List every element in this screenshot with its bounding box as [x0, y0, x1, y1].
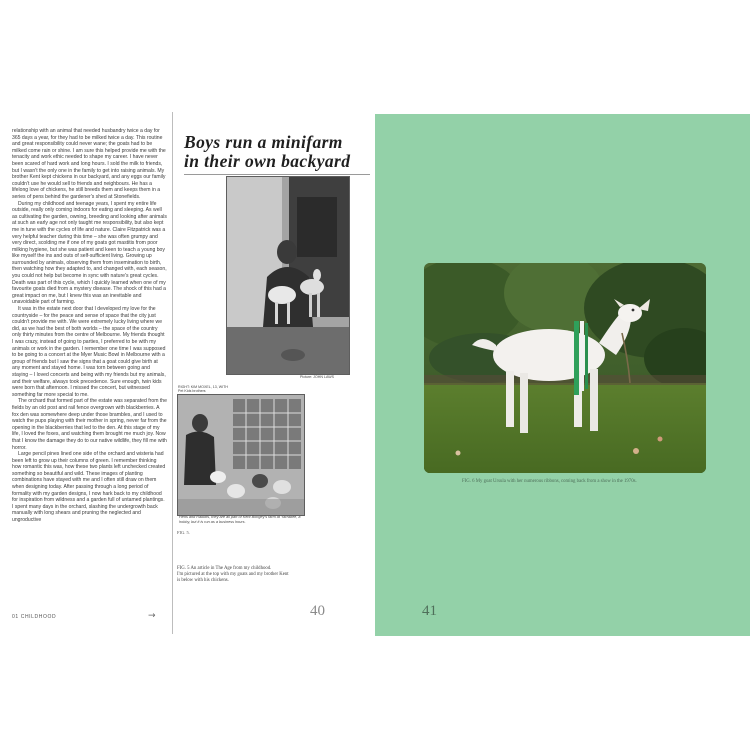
- clipping-rule: [184, 174, 370, 175]
- body-paragraph: Large pencil pines lined one side of the orchard and wisteria had been left to grow up their columns of green. I remember thinking how romantic this was, how these two plants left unchecked created something so beautiful and wild. These images of planting combinations have stayed with me and I often still draw on them when designing today. After passing through a long period of formality with my garden designs, I now hark back to my childhood for inspiration from wildness and a garden full of untamed plantings. I spent many days in the orchard, slashing the undergrowth back manually with long shears and pruning the neglected and ungroductive: [12, 451, 166, 524]
- photo2-label: RIGHT: KIM MOXEL, 13, WITH Pet Kids brothers: [178, 385, 228, 394]
- photo-caption: FIG. 6 My goat Ursula with her numerous ribbons, coming back from a show in the 1970s.: [462, 479, 637, 484]
- body-paragraph: It was in the estate next door that I developed my love for the countryside – for the peace and sense of space that the city just couldn't provide me with. We were extremely lucky living where we did, as we had the best of both worlds – the space of the country only thirty minutes from the centre of Melbourne. My friends thought I was crazy, instead of going to parties, I preferred to be with my animals or work in the garden. I remember one time I was supposed to be going to a concert at the Myer Music Bowl in Melbourne with a group of friends but I saw the signs that a goat could give birth at any moment and stayed home. I was torn between going and staying – I loved concerts and being with my friends but my animals, and their welfare, always took precedence. Sure enough, twin kids were born that afternoon. I missed the concert, but witnessed something far more special to me.: [12, 306, 166, 398]
- goat-with-ribbons-illustration: [424, 263, 706, 473]
- body-paragraph: relationship with an animal that needed husbandry twice a day for 365 days a year, for they had to be milked twice a day. This routine and great responsibility could never wane; the goats had to be milked come rain or shine. I am sure this helped provide me with the tenacity and work ethic needed to shape my career. I have never been scared of hard work and long hours. I sold the milk to friends, but I wasn't the only one in the family to get into raising animals. My brother Kent kept chickens in our backyard, and any eggs our family couldn't use he would sell to friends and neighbours. He has a lifelong love of chickens, he still breeds them and keeps them in a series of pens behind the gardener's shed at Stonefields.: [12, 128, 166, 200]
- column-divider: [172, 112, 173, 634]
- photo-boy-goats-illustration: [227, 177, 349, 374]
- page-number-left: 40: [310, 603, 325, 619]
- clipping-photo-boy-with-goats: [226, 176, 350, 375]
- article-caption-line: I'm pictured at the top with my goats and my brother Kent: [177, 572, 289, 578]
- chapter-footer: 01 CHILDHOOD: [12, 614, 57, 620]
- article-caption-line: FIG. 5 An article in The Age from my childhood.: [177, 566, 272, 571]
- body-paragraph: The orchard that formed part of the estate was separated from the fields by an old post and rail fence overgrown with blackberries. A fox den was somewhere deep under those brambles, and I used to watch the pups playing with their mother in spring, never far from the opening in the blackberries that led to the den. At this stage of my life, I loved the foxes, and watching them brought me much joy. Now that I know the damage they do to our native wildlife, they fill me with horror.: [12, 398, 167, 451]
- arrow-right-icon: →: [148, 611, 156, 621]
- clipping-headline: [184, 133, 370, 171]
- goat-show-photo: [424, 263, 706, 473]
- article-caption-line: is below with his chickens.: [177, 578, 229, 584]
- photo2-caption: Hens and Rabbits, they are all part of Kent Bongey's farm at Yarrabee, a hobby, but it is run as a business hours.: [179, 515, 301, 524]
- photo-credit: Picture: JOHN LAWS: [300, 375, 335, 379]
- headline-line-2: in their own backyard: [184, 151, 351, 171]
- body-text-column: [12, 128, 167, 594]
- page-number-right: 41: [422, 603, 437, 619]
- figure-label: FIG. 5.: [177, 530, 190, 535]
- body-paragraph: During my childhood and teenage years, I spent my entire life outside, really only coming indoors for eating and sleeping. As well as cultivating the garden, owning, breeding and looking after animals at such an early age not only taught me responsibility, but also kept me in tune with the cycles of life and nature. Claire Fitzpatrick was a very helpful teacher during this time – she was often grumpy and very direct, scolding me if one of my goats got mastitis from poor milking hygiene, but she was patient and keen to teach a young boy like myself the ins and outs of self-sufficient living. Growing up surrounded by animals, observing them from insemination to birth, then watching how they adapted to, and changed with, each season, you could not help but become in sync with nature's great cycles. Death was part of this cycle, which I quickly learned when one of my favourite goats died from a mystery disease. The shock of this had a great impact on me, but I knew this was an inevitable and unavoidable part of farming.: [12, 200, 167, 306]
- article-caption: [177, 566, 357, 585]
- clipping-photo-boy-with-chickens: [177, 394, 305, 516]
- photo-boy-chickens-illustration: [178, 395, 304, 515]
- headline-line-1: Boys run a minifarm: [184, 132, 343, 152]
